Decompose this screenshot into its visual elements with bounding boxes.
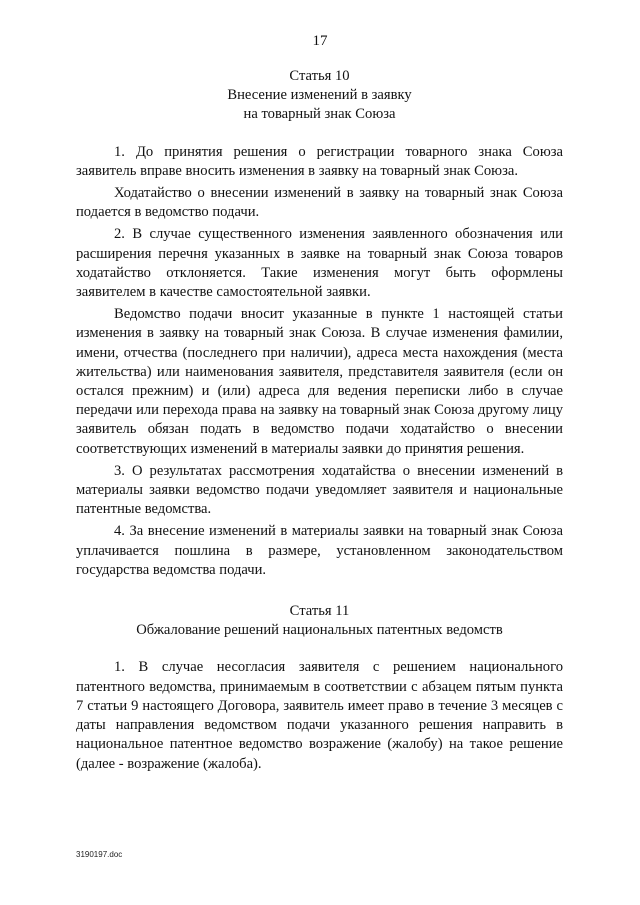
article-11-heading [76, 602, 563, 640]
article-10-paragraph: 3. О результатах рассмотрения ходатайства о внесении изменений в материалы заявки ведомство подачи уведомляет заявителя и национальные патентные ведомства. [76, 462, 563, 518]
article-10-number: Статья 10 [289, 68, 350, 84]
article-10-title-line-1: Внесение изменений в заявку [227, 87, 412, 104]
article-10-paragraph: 1. До принятия решения о регистрации товарного знака Союза заявитель вправе вносить изменения в заявку на товарный знак Союза. [76, 143, 563, 179]
document-body [76, 67, 563, 774]
article-10-paragraph: 4. За внесение изменений в материалы заявки на товарный знак Союза уплачивается пошлина в размере, установленном законодательством государства ведомства подачи. [76, 523, 563, 578]
article-11-title: Обжалование решений национальных патентных ведомств [136, 622, 503, 639]
article-11-number: Статья 11 [289, 603, 350, 620]
document-file-code: 3190197.doc [76, 850, 123, 859]
article-10-paragraph: Ведомство подачи вносит указанные в пункте 1 настоящей статьи изменения в заявку на товарный знак Союза. В случае изменения фамилии, имени, отчества (последнего при наличии), адреса места нахождения (места жительства) или наименования заявителя, представителя заявителя (если он остался прежним) и (или) адреса для ведения переписки либо в случае передачи или перехода права на заявку на товарный знак Союза другому лицу заявитель обязан подать в ведомство подачи ходатайство о внесении соответствующих изменений в материалы заявки до принятия решения. [76, 306, 563, 457]
article-10-heading [76, 67, 563, 125]
article-10-paragraph: 2. В случае существенного изменения заявленного обозначения или расширения перечня указанных в заявке на товарный знак Союза товаров ходатайство отклоняется. Такие изменения могут быть оформлены заявителем в качестве самостоятельной заявки. [76, 226, 563, 301]
article-10-paragraph: Ходатайство о внесении изменений в заявку на товарный знак Союза подается в ведомство подачи. [76, 185, 563, 221]
page-number: 17 [312, 33, 328, 49]
article-11-paragraph: 1. В случае несогласия заявителя с решением национального патентного ведомства, принимаемым в соответствии с абзацем пятым пункта 7 статьи 9 настоящего Договора, заявитель имеет право в течение 3 месяцев с даты направления ведомством подачи указанного решения направить в национальное патентное ведомство возражение (жалобу) на такое решение (далее - возражение (жалоба). [76, 659, 563, 772]
article-10-title-line-2: на товарный знак Союза [243, 106, 396, 123]
